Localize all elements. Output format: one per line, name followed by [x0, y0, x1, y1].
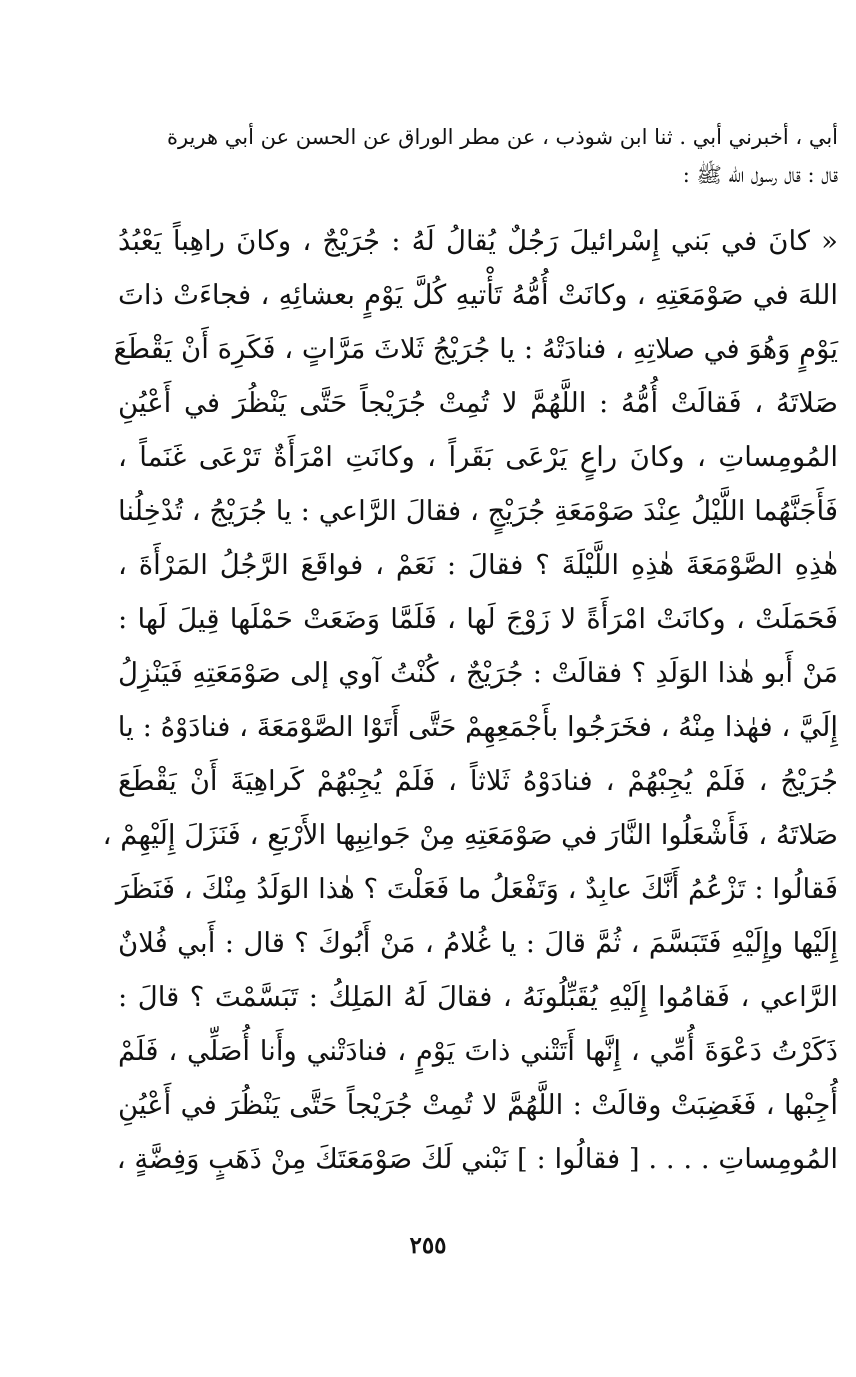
hadith-line-5: المُومِساتِ ، وكانَ راعٍ يَرْعَى بَقَراً ، وكانَتِ امْرَأَةٌ تَرْعَى غَنَماً ،: [118, 441, 838, 473]
hadith-line-3: يَوْمٍ وَهُوَ في صلاتِهِ ، فنادَتْهُ : يا جُرَيْجُ ثَلاثَ مَرَّاتٍ ، فَكَرِهَ أَنْ يَقْطَعَ: [113, 333, 838, 365]
hadith-line-9: مَنْ أَبو هٰذا الوَلَدِ ؟ فقالَتْ : جُرَيْجٌ ، كُنْتُ آوي إلى صَوْمَعَتِهِ فَيَنْزِلُ: [118, 657, 838, 689]
hadith-line-11: جُرَيْجُ ، فَلَمْ يُجِبْهُمْ ، فنادَوْهُ ثَلاثاً ، فَلَمْ يُجِبْهُمْ كَراهِيَةَ أَنْ يَقْطَعَ: [118, 765, 838, 797]
hadith-line-10: إِلَيَّ ، فهٰذا مِنْهُ ، فخَرَجُوا بأَجْمَعِهِمْ حَتَّى أَتَوْا الصَّوْمَعَةَ ، فنادَوْهُ : يا: [117, 711, 838, 743]
page-number: ٢٥٥: [409, 1232, 447, 1259]
hadith-line-2: اللهَ في صَوْمَعَتِهِ ، وكانَتْ أُمُّهُ تَأْتيهِ كُلَّ يَوْمٍ بعشائِهِ ، فجاءَتْ ذاتَ: [118, 279, 838, 311]
hadith-line-17: أُجِبْها ، فَغَضِبَتْ وقالَتْ : اللَّهُمَّ لا تُمِتْ جُرَيْجاً حَتَّى يَنْظُرَ في أَعْيُنِ: [118, 1089, 838, 1121]
hadith-line-15: الرَّاعي ، فَقامُوا إِلَيْهِ يُقَبِّلُونَهُ ، فقالَ لَهُ المَلِكُ : تَبَسَّمْتَ ؟ قالَ :: [118, 981, 838, 1013]
hadith-line-18: المُومِساتِ . . . . [ فقالُوا : ] نَبْني لَكَ صَوْمَعَتَكَ مِنْ ذَهَبٍ وَفِضَّةٍ ،: [116, 1143, 838, 1175]
hadith-line-1: « كانَ في بَني إِسْرائيلَ رَجُلٌ يُقالُ لَهُ : جُرَيْجٌ ، وكانَ راهِباً يَعْبُدُ: [118, 225, 838, 257]
isnad-line-2: قال : قال رسول الله ﷺ :: [682, 163, 838, 187]
hadith-line-12: صَلاتَهُ ، فَأَشْعَلُوا النَّارَ في صَوْمَعَتِهِ مِنْ جَوانِبِها الأَرْبَعِ ، فَنَزَلَ إِلَيْهِمْ ،: [102, 819, 838, 851]
hadith-text: [102, 214, 838, 1186]
isnad-paragraph: [118, 118, 838, 194]
page-body: [102, 118, 838, 1186]
hadith-line-16: ذَكَرْتُ دَعْوَةَ أُمِّي ، إِنَّها أَتَتْني ذاتَ يَوْمٍ ، فنادَتْني وأَنا أُصَلِّي ، فَلَمْ: [118, 1035, 838, 1067]
hadith-line-13: فَقالُوا : تَزْعُمُ أَنَّكَ عابِدٌ ، وَتَفْعَلُ ما فَعَلْتَ ؟ هٰذا الوَلَدُ مِنْكَ ، فَنَظَرَ: [115, 873, 838, 905]
hadith-line-7: هٰذِهِ الصَّوْمَعَةَ هٰذِهِ اللَّيْلَةَ ؟ فقالَ : نَعَمْ ، فواقَعَ الرَّجُلُ المَرْأَةَ ،: [118, 549, 838, 581]
isnad-line-1: أبي ، أخبرني أبي . ثنا ابن شوذب ، عن مطر الوراق عن الحسن عن أبي هريرة: [166, 125, 838, 149]
hadith-line-6: فَأَجَنَّهُما اللَّيْلُ عِنْدَ صَوْمَعَةِ جُرَيْجٍ ، فقالَ الرَّاعي : يا جُرَيْجُ ، تُدْخِلُنا: [118, 495, 838, 527]
hadith-line-4: صَلاتَهُ ، فَقالَتْ أُمُّهُ : اللَّهُمَّ لا تُمِتْ جُرَيْجاً حَتَّى يَنْظُرَ في أَعْيُنِ: [118, 387, 838, 419]
hadith-line-8: فَحَمَلَتْ ، وكانَتْ امْرَأَةً لا زَوْجَ لَها ، فَلَمَّا وَضَعَتْ حَمْلَها قِيلَ لَها :: [118, 603, 838, 635]
hadith-line-14: إِلَيْها وإِلَيْهِ فَتَبَسَّمَ ، ثُمَّ قالَ : يا غُلامُ ، مَنْ أَبُوكَ ؟ قال : أَبي فُلانٌ: [118, 927, 838, 959]
